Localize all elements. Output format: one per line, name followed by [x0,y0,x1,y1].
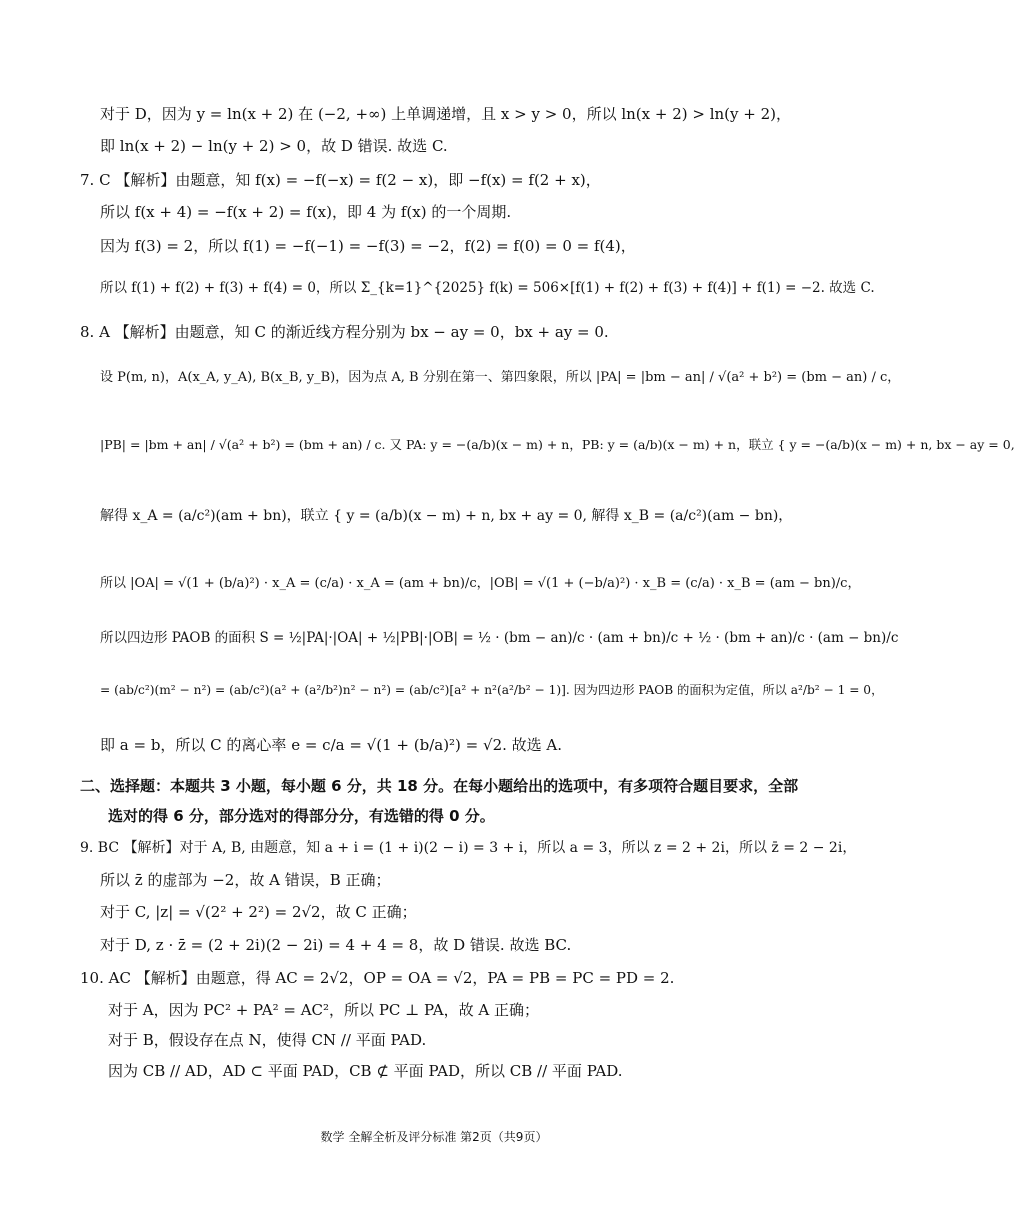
line-18: 所以 z̄ 的虚部为 −2，故 A 错误，B 正确； [100,871,391,889]
line-2: 即 ln(x + 2) − ln(y + 2) > 0，故 D 错误. 故选 C. [100,137,448,155]
line-8: 设 P(m, n)，A(x_A, y_A), B(x_B, y_B)，因为点 A, B 分别在第一、第四象限，所以 |PA| = |bm − an| / √(a² + b²) = (bm − an) / c， [100,370,901,385]
q7-title: 7. C 【解析】由题意，知 f(x) = −f(−x) = f(2 − x)，即 −f(x) = f(2 + x)， [80,171,601,189]
section-heading-1: 二、选择题：本题共 3 小题，每小题 6 分，共 18 分。在每小题给出的选项中，有多项符合题目要求，全部 [80,777,799,795]
line-4: 所以 f(x + 4) = −f(x + 2) = f(x)，即 4 为 f(x) 的一个周期. [100,203,512,221]
line-11: 所以 |OA| = √(1 + (b/a)²) · x_A = (c/a) · x_A = (am + bn)/c，|OB| = √(1 + (−b/a)²) · x_B = (c/a) · x_B = (am − bn)/c， [100,576,861,591]
line-24: 因为 CB // AD，AD ⊂ 平面 PAD，CB ⊄ 平面 PAD，所以 CB // 平面 PAD. [108,1062,623,1080]
q9-title: 9. BC 【解析】对于 A, B, 由题意，知 a + i = (1 + i)(2 − i) = 3 + i，所以 a = 3，所以 z = 2 + 2i，所以 z̄ = 2 − 2i， [80,840,857,856]
section-heading-2: 选对的得 6 分，部分选对的得部分分，有选错的得 0 分。 [108,807,495,825]
line-19: 对于 C, |z| = √(2² + 2²) = 2√2，故 C 正确； [100,903,417,921]
line-20: 对于 D, z · z̄ = (2 + 2i)(2 − 2i) = 4 + 4 = 8，故 D 错误. 故选 BC. [100,936,572,954]
line-23: 对于 B，假设存在点 N，使得 CN // 平面 PAD. [108,1031,427,1049]
line-9: |PB| = |bm + an| / √(a² + b²) = (bm + an) / c. 又 PA: y = −(a/b)(x − m) + n，PB: y = (a/b)(x − m) + n，联立 { y = −(a/b)(x − m) + n, bx − ay = 0, [100,437,1015,452]
line-10: 解得 x_A = (a/c²)(am + bn)，联立 { y = (a/b)(x − m) + n, bx + ay = 0, 解得 x_B = (a/c²)(am − bn)， [100,508,793,524]
line-13: = (ab/c²)(m² − n²) = (ab/c²)(a² + (a²/b²)n² − n²) = (ab/c²)[a² + n²(a²/b² − 1)]. 因为四边形 PAOB 的面积为定值，所以 a²/b² − 1 = 0， [100,683,884,697]
page-footer: 数学 全解全析及评分标准 第2页（共9页） [320,1130,548,1144]
line-14: 即 a = b，所以 C 的离心率 e = c/a = √(1 + (b/a)²) = √2. 故选 A. [100,736,563,754]
line-12: 所以四边形 PAOB 的面积 S = ½|PA|·|OA| + ½|PB|·|OB| = ½ · (bm − an)/c · (am + bn)/c + ½ · (bm + an)/c · (am − bn)/c [100,630,899,646]
q10-title: 10. AC 【解析】由题意，得 AC = 2√2，OP = OA = √2，PA = PB = PC = PD = 2. [80,969,675,987]
line-22: 对于 A，因为 PC² + PA² = AC²，所以 PC ⊥ PA，故 A 正确； [108,1001,539,1019]
line-1: 对于 D，因为 y = ln(x + 2) 在 (−2, +∞) 上单调递增，且 x > y > 0，所以 ln(x + 2) > ln(y + 2)， [100,105,792,123]
line-5: 因为 f(3) = 2，所以 f(1) = −f(−1) = −f(3) = −2，f(2) = f(0) = 0 = f(4)， [100,237,636,255]
line-6: 所以 f(1) + f(2) + f(3) + f(4) = 0，所以 Σ_{k=1}^{2025} f(k) = 506×[f(1) + f(2) + f(3) + f(4)] + f(1) = −2. 故选 C. [100,280,875,296]
q8-title: 8. A 【解析】由题意，知 C 的渐近线方程分别为 bx − ay = 0，bx + ay = 0. [80,323,609,341]
